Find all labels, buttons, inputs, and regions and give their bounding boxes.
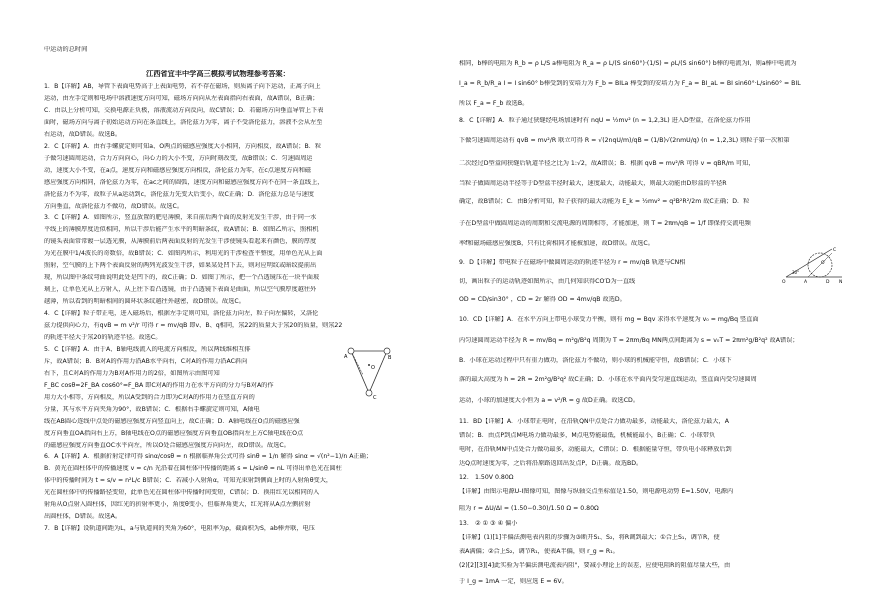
left-text-line: 感应强度方向相同，洛伦兹力为零，在ac之间的圆弧，速度方向和磁感应强度方向不在同一条直线上， — [44, 178, 324, 186]
left-text-line: 出圆柱体，D错误。故选A。 — [44, 513, 122, 521]
q5-figure — [343, 345, 393, 401]
right-text-line: 10．CD【详解】A．在水平方向上带电小球受力平衡，则有 mg = Bqv 求得水平速度为 v₀ = mg/Bq 竖直面 — [459, 316, 759, 323]
q9-label-o-prime: O′ — [821, 261, 826, 266]
right-text-line: 相同，b棒的电阻为 R_b = ρ L/S a棒电阻为 R_a = ρ L/(S sin60°)·(1/S) = ρL/(S sin60°) b棒的电流为I，则a棒中电流为 — [459, 60, 797, 67]
right-text-line: 二次经过D型盒间狭缝后轨道半径之比为 1:√2，故A错误；B．根据 qvB = mv²/R 可得 v = qBR/m 可知， — [459, 160, 755, 167]
left-text-line: 6．A【详解】A．根据折射定律可得 sinα/cosθ = n 根据临界角公式可得 sinθ = 1/n 解得 sinα = √(n²−1)/n A正确； — [44, 453, 373, 461]
left-text-line: F_BC cosθ=2F_BA cos60°=F_BA 即C对A的作用力在水平方向的分力与B对A的作 — [44, 381, 274, 389]
left-text-line: 5．C【详解】A．由于A、B轴电线流入的电流方向相反，所以两线维相互排 — [44, 345, 251, 353]
left-text-line: 用力大小相等，方向相反，所以A受到的合力即为C对A的作用力在竖直方向的 — [44, 393, 255, 401]
q5-label-b: B — [388, 355, 392, 361]
right-text-line: OD = CD/sin30° ，CD = 2r 解得 OD = 4mv/qB 故选D。 — [459, 296, 626, 303]
wire-b-marker — [384, 348, 390, 354]
left-text-line: 7．B【详解】设轨道间距为L，a与轨道间的夹角为60°，电阻率为ρ，截面积为S，ab棒并联，电压 — [44, 525, 315, 533]
q9-figure — [782, 243, 846, 285]
left-text-line: 洛伦兹力不为零，故粒子从a运动到c，洛伦兹力先变大后变小，故C正确；D．洛伦兹力总是与速度 — [44, 190, 314, 198]
left-text-line: 1．B【详解】AB，导管下表面电势高于上表面电势，若不存在磁场，则质离子向下运动，正离子向上 — [44, 83, 321, 90]
q9-label-d: D — [826, 280, 830, 285]
document-title: 江西省宜丰中学高三模拟考试物理参考答案： — [146, 70, 290, 77]
right-text-line: 电时，在沿轨MN中点处合力做功最多，动能最大，C错误；D．根据能量守恒，带负电小球释放后到 — [459, 446, 732, 453]
right-text-line: 12． 1.50V 0.80Ω — [459, 474, 514, 481]
left-text-line: 的磁感应强度方向垂直OC水平向左，所以O处合磁感应强度方向向左，故D错误。故选C。 — [44, 441, 290, 449]
left-text-line: 的轨迹半径大于氖20的轨迹半径。故选C。 — [44, 333, 162, 341]
left-text-line: 运动，由左手定则和电场中溶液速度方向可知，磁场方向向从左表面指向右表面，故A错误，B正确； — [44, 94, 319, 102]
left-text-line: 方向垂直，故洛伦兹力不做功，故D错误。故选C。 — [44, 202, 184, 210]
left-text-line: 中运动的总时间 — [44, 46, 88, 53]
right-text-line: 下做匀速圆周运动有 qvB = mv²/R 联立可得 R = √(2nqU/m)/qB = (1/B)√(2nmU/q) (n = 1,2,3L) 则粒子第一次和第 — [459, 137, 790, 144]
left-text-line: 分量，其与水平方向夹角为90°，故B错误；C．根据右手螺旋定则可知，A轴电 — [44, 405, 260, 413]
q5-label-o: O — [371, 365, 375, 371]
left-text-line: 斥，故A错误；B．B对A的作用力沿AB水平向右，C对A的作用力沿AC斜向 — [44, 357, 248, 365]
right-text-line: 11．BD【详解】A．小球带正电时，在沿轨QN中点处合力做功最多，动能最大，洛伦兹力最大，A — [459, 418, 729, 425]
wire-c-marker — [366, 390, 372, 396]
left-text-line: 平线上的薄膜厚度近似相同，所以干涉后能产生水平的明暗条纹，故A错误；B．如图乙所示，照相机 — [44, 226, 319, 234]
wire-a-marker — [348, 348, 354, 354]
q5-label-a: A — [344, 354, 348, 360]
right-text-line: 8．C【详解】A．粒子通过狭缝经电场加速时有 nqU = ½mv² (n = 1,2,3L) 进入D型盒，在洛伦兹力作用 — [459, 117, 751, 124]
left-text-line: 光在圆柱体中的传播路径变短，此单色光在圆柱体中传播时间变短，C错误；D．换用红光以相同的入 — [44, 489, 320, 497]
left-text-line: 右下，且C对A的作用力为B对A作用力的2倍，如图所示由图可知 — [44, 369, 220, 377]
right-text-line: 9．D【详解】带电粒子在磁场中做圆周运动的轨迹半径为 r = mv/qB 轨迹与CN相 — [459, 259, 686, 266]
right-text-line: 落的最大高度为 h = 2R = 2m²g/B²q² 故C正确；D．小球在水平面内受匀速直线运动，竖直面内受匀速圆周 — [459, 376, 757, 383]
left-text-line: 3．C【详解】A．如图所示，竖直放置的肥皂薄膜，来自前后两个面的反射光发生干涉，由于同一水 — [44, 214, 317, 222]
right-text-line: 阻为 r = ΔU/ΔI = (1.50−0.30)/1.50 Ω = 0.80Ω — [459, 505, 599, 512]
right-text-line: (2)[2][3][4]此实验为半偏法测电流表内阻"，要减小理论上的误差，应使电阻R的阻值尽量大些，由 — [459, 562, 731, 569]
right-text-line: 子在D型盒中做圆周运动的周期和交流电源的周期相等，才能加速，则 T = 2πm/qB = 1/f 即保持交流电频 — [459, 220, 751, 227]
right-text-line: 【详解】(1)[1]半偏法测电表内阻的步骤为③断开S₁、S₂，将R调到最大；①合上S₁，调节R，使 — [459, 534, 720, 541]
left-text-line: 线在AB圆心连线中点处的磁感应强度方向竖直向上，故C正确；D．A轴电线在O点的磁感应强 — [44, 417, 300, 425]
left-text-line: 体中的传播时间为 t = s/v = n²L/c B错误；C．若减小入射角α，可知光束射到侧面上时的入射角θ变大， — [44, 477, 333, 485]
right-text-line: 达Q点时速度为零，之后将沿原路返回出发点P，D正确。故选BD。 — [459, 460, 643, 467]
right-text-line: B．小球在运动过程中只有重力做功，洛伦兹力不做功，则小球的机械能守恒，故B错误；C．小球下 — [459, 357, 732, 364]
left-text-line: 现，所以图中条纹弯曲说明此处是凹下的，故C正确；D．如图丁所示，把一个凸透镜压在一块平面玻 — [44, 274, 320, 282]
center-o-marker — [368, 364, 370, 366]
q9-label-n: N — [839, 280, 843, 285]
right-text-line: 确定，故B错误；C．由B分析可知，粒子获得的最大动能为 E_k = ½mv² = q²B²R²/2m 故C正确；D．粒 — [459, 198, 750, 205]
left-text-line: 照射，空气膜的上下两个表面反射的两列光波发生干涉，如果某处凹下去，则对应明纹或暗纹提前出 — [44, 262, 317, 270]
right-text-line: 运动，小球的加速度大小恒为 a = v²/R = g 故D正确。故选CD。 — [459, 397, 640, 404]
left-text-line: 越薄，所以看到的明暗相间的圆环状条纹越往外越密，故D错误。故选C。 — [44, 298, 245, 306]
right-text-line: 13． ② ① ③ ④ 偏小 — [459, 520, 518, 527]
right-text-line: 【详解】由图示电源U-I图像可知，图像与纵轴交点坐标值是1.50，则电源电动势 E=1.50V，电源内 — [459, 488, 734, 495]
right-text-line: 所以 F_a = F_b 故选B。 — [459, 100, 529, 107]
left-text-line: 面时，磁场方向与离子初始运动方向在条直线上，洛伦兹力为零，离子不受洛伦兹力，溶液不会从左至 — [44, 118, 323, 126]
left-text-line: 度方向垂直OA指向右上方，B轴电线在O点的磁感应强度方向垂直OB指向左上方C轴电线在O点 — [44, 429, 304, 437]
right-text-line: 率f和磁场磁感应强度B，只有比荷相同才能被加速，故D错误。故选C。 — [459, 240, 654, 247]
left-text-line: C．由以上分析可知，交换电源正负极，溶液流动方向反向，故C错误；D．若磁场方向垂直导管上下表 — [44, 106, 324, 114]
left-text-line: 动，速度大小不变，在a点，速度方向和磁感应强度方向相反，洛伦兹力为零，在c点速度方向和磁 — [44, 166, 312, 174]
left-text-line: 2．C【详解】A．由右手螺旋定则可知a、O两点的磁感应强度大小相同，方向相反，故A错误；B．粒 — [44, 142, 322, 150]
left-text-line: 子做匀速圆周运动，合力方向向心，向心力的大小不变，方向时刻改变，故B错误；C．匀速圆周运 — [44, 154, 313, 162]
q9-label-a: A — [804, 280, 808, 285]
left-text-line: B．黄光在圆柱体中的传播速度 v = c/n 光沿着在圆柱体中传播的距离 s = L/sinθ = nL 可得出单色光在圆柱 — [44, 465, 342, 473]
right-text-line: 表A满偏；②合上S₂，调节R₁，使表A半偏，则 r_g = R₁。 — [459, 548, 619, 555]
left-text-line: 4．C【详解】粒子带正电，进入磁场后，根据左手定则可知，洛伦兹力向左，粒子向左偏转，又洛伦 — [44, 310, 319, 318]
left-text-line: 兹力提供向心力，有qvB = m v²/r 可得 r = mv/qB 即v、B、q相同，氖22的质量大于氖20的质量，则氖22 — [44, 322, 343, 329]
q5-label-c: C — [373, 395, 377, 401]
left-text-line: 的镜头表面常常镀一层透光膜，从薄膜前后两表面反射的光发生干涉使镜头看起来有颜色，膜的厚度 — [44, 238, 317, 246]
right-text-line: 内匀速圆周运动半径为 R = mv/Bq = m²g/B²q 周期为 T = 2πm/Bq MN两点间距离为 s = v₀T = 2πm²g/B²q² 故A错误； — [459, 337, 799, 344]
q9-label-o: O — [782, 280, 786, 285]
right-text-line: 当粒子做圆周运动半径等于D型盒半径时最大，速度最大，动能最大，则最大动能由D形盒的半径R — [459, 180, 727, 187]
q9-label-angle: 30° — [792, 270, 800, 275]
left-text-line: 射角从O点射入圆柱体，因红光的折射率更小，角度θ变小，但临界角更大，红光将从A点左侧折射 — [44, 501, 311, 509]
right-text-line: 错误；B．由点P到点M电场力做功最多，M点电势能最低，机械能最小，B正确；C．小球带负 — [459, 432, 716, 439]
left-text-line: 为光在膜中1/4波长的奇数倍，故B错误；C．如图丙所示，利用光的干涉检查平整度，用单色光从上面 — [44, 250, 323, 258]
left-text-line: 璃上，让单色光从上方射入，从上往下看凸透镜，由于凸透镜下表面是曲面，所以空气膜厚度越往外 — [44, 286, 317, 294]
q9-label-c: C — [833, 248, 837, 253]
right-text-line: 于 I_g = 1mA 一定，则应选 E = 6V。 — [459, 578, 568, 585]
left-text-line: 右运动，故D错误。故选B。 — [44, 130, 122, 138]
right-text-line: I_a = R_b/R_a I = I sin60° b棒受到的安培力为 F_b = BILa 棒受到的安培力为 F_a = BI_aL = BI sin60°·L/sin60° = BIL — [459, 80, 801, 87]
right-text-line: 切，画出粒子的运动轨迹如图所示，由几何知识得CO′D为一直线 — [459, 278, 636, 285]
